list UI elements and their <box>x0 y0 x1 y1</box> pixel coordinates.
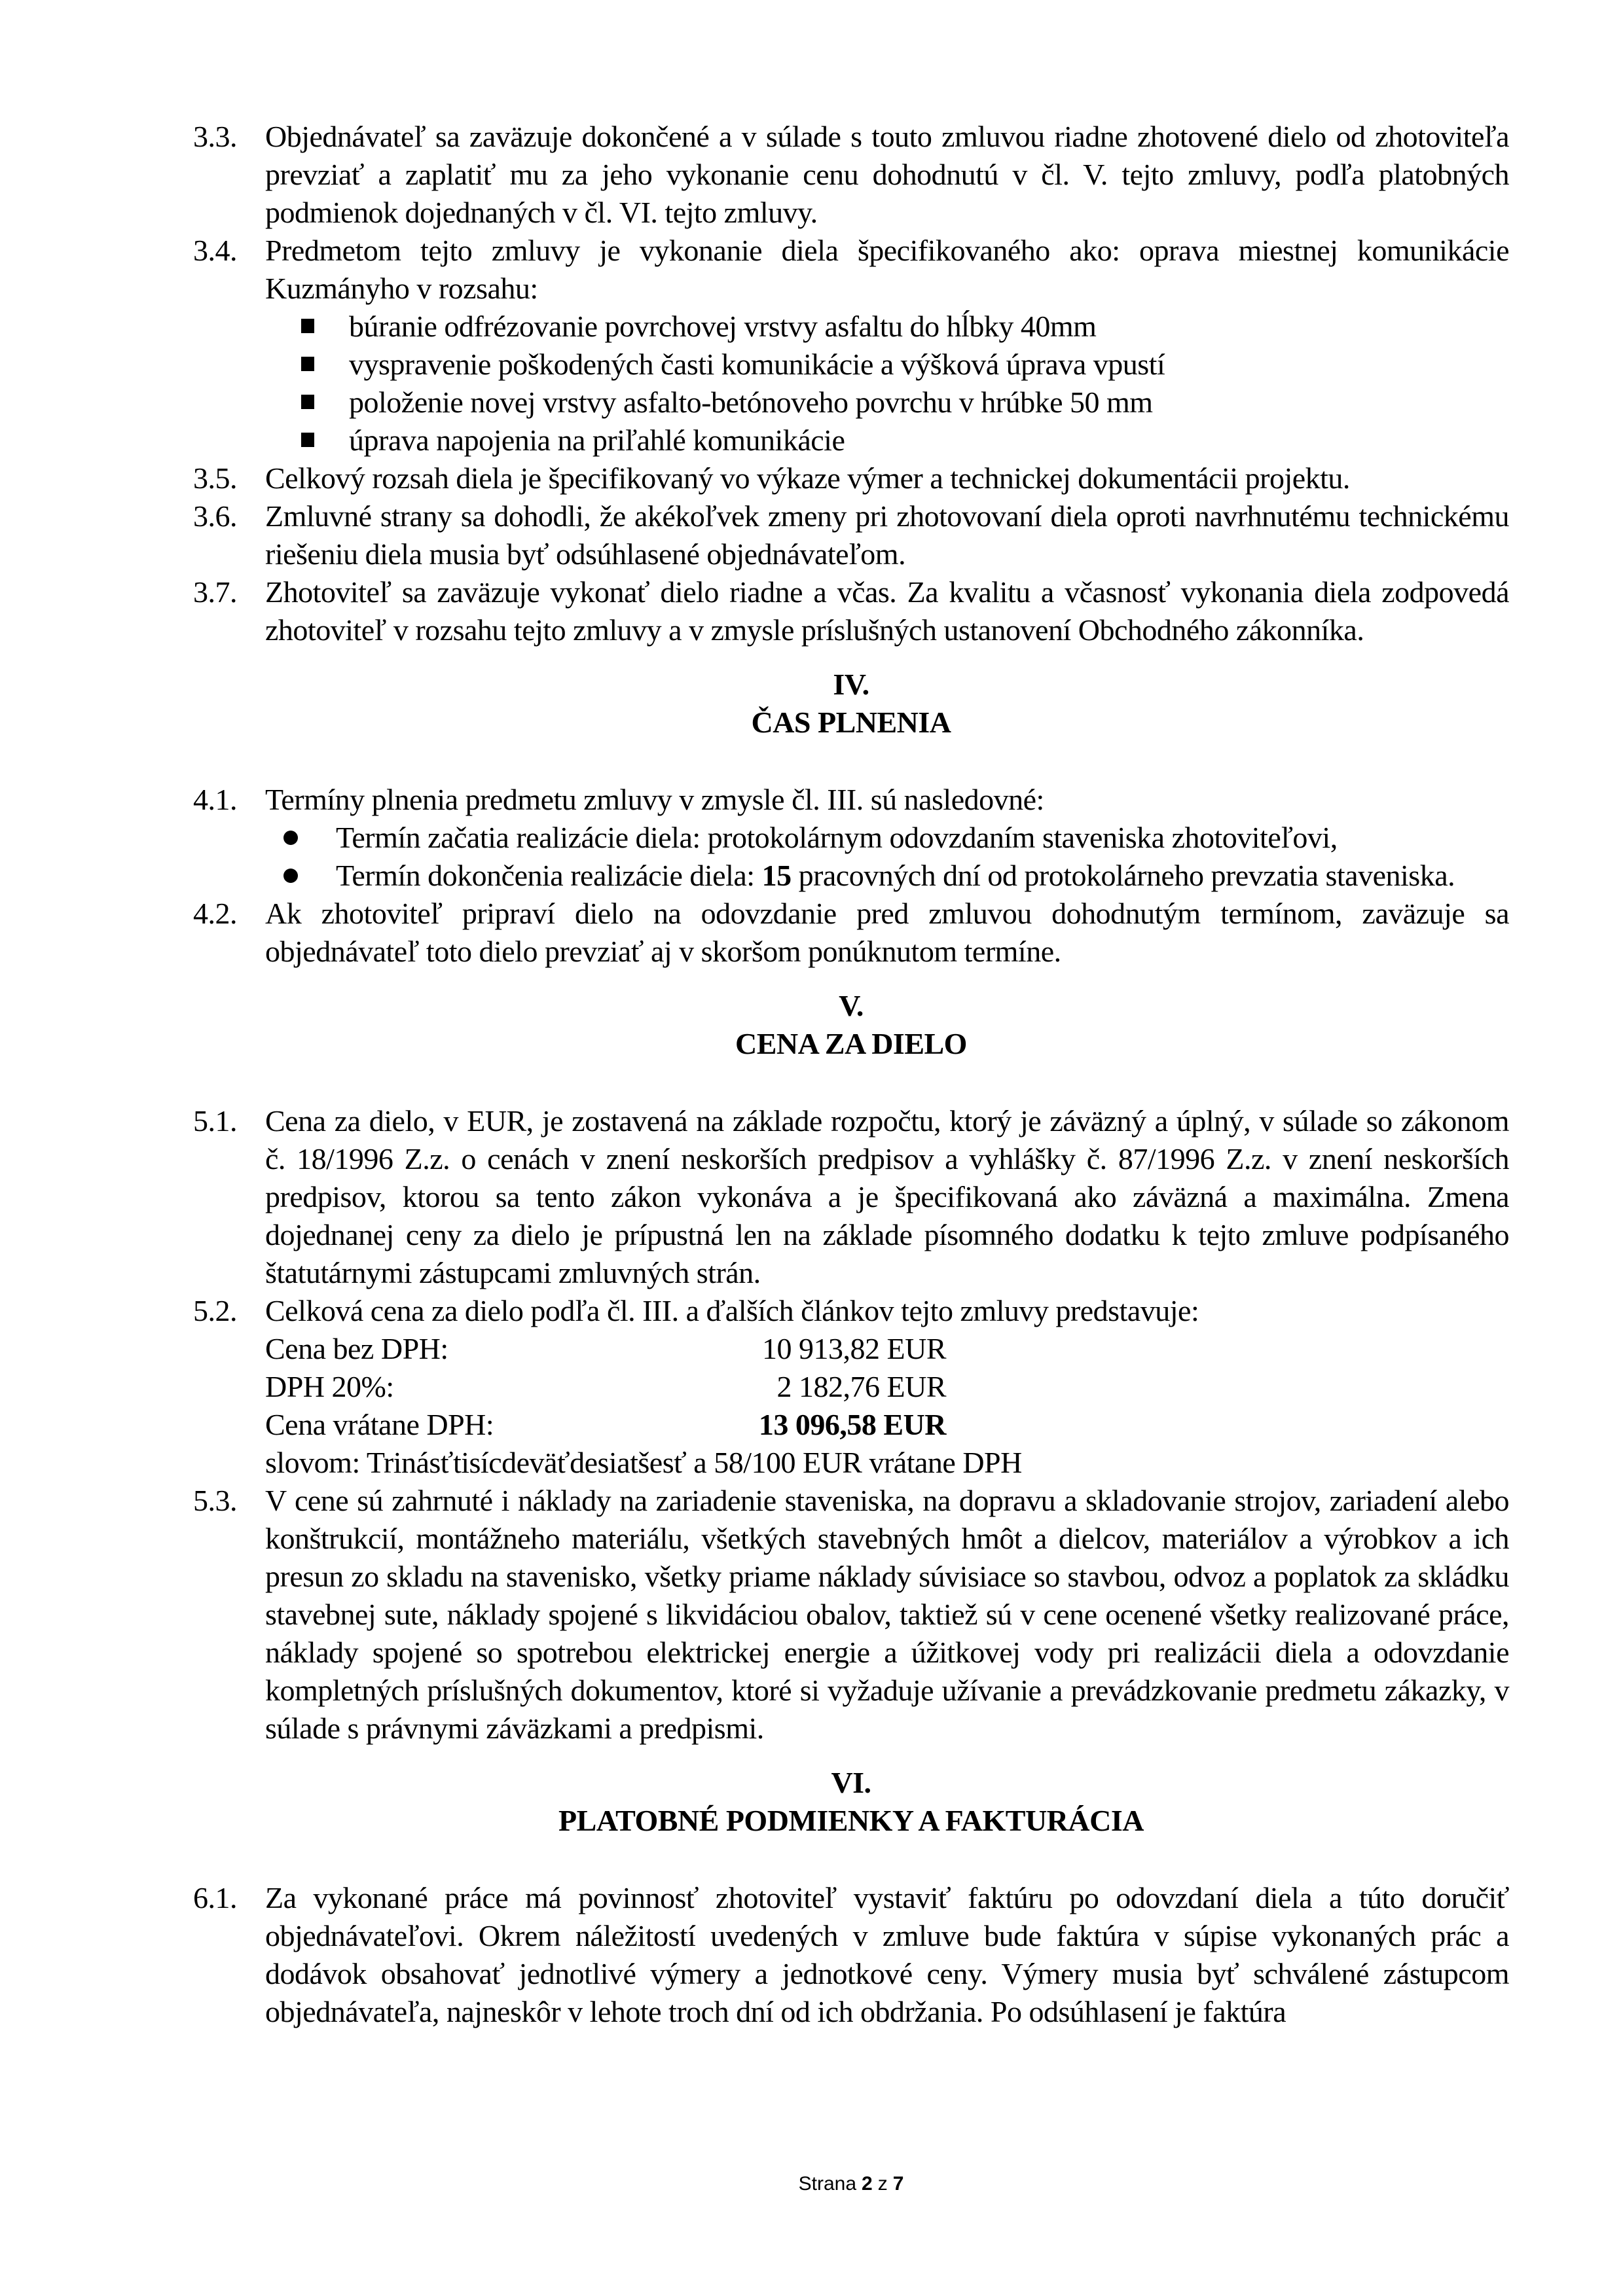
list-item-text: Termín začatia realizácie diela: protokolárnym odovzdaním staveniska zhotoviteľovi, <box>336 821 1338 854</box>
price-label: Cena vrátane DPH: <box>265 1408 494 1441</box>
footer-label: Strana <box>798 2173 856 2195</box>
clause-5-3 <box>193 1482 1509 1748</box>
list-item <box>265 819 1509 857</box>
clause-number: 4.2. <box>193 897 237 930</box>
footer-page-number: 2 <box>862 2173 873 2195</box>
clause-text: Ak zhotoviteľ pripraví dielo na odovzdanie pred zmluvou dohodnutým termínom, zaväzuje sa objednávateľ toto dielo prevziať aj v skoršom ponúknutom termíne. <box>265 897 1509 968</box>
footer-of-word: z <box>877 2173 888 2195</box>
clause-number: 3.6. <box>193 499 237 533</box>
clause-3-7 <box>193 573 1509 649</box>
section-heading-4 <box>193 666 1509 742</box>
section-numeral: VI. <box>831 1766 871 1799</box>
clause-text: Predmetom tejto zmluvy je vykonanie diela špecifikovaného ako: oprava miestnej komunikácie Kuzmányho v rozsahu: <box>265 234 1509 305</box>
list-item-text: pracovných dní od protokolárneho prevzatia staveniska. <box>791 859 1455 892</box>
clause-number: 3.5. <box>193 461 237 495</box>
clause-4-2 <box>193 895 1509 971</box>
clause-text: Cena za dielo, v EUR, je zostavená na základe rozpočtu, ktorý je záväzný a úplný, v súlade so zákonom č. 18/1996 Z.z. o cenách v znení neskorších predpisov a vyhlášky č. 87/1996 Z.z. v znení neskorších predpisov, ktorou sa tento zákon vykonáva a je špecifikovaná ako záväzná a maximálna. Zmena dojednanej ceny za dielo je prípustná len na základe písomného dodatku k tejto zmluve podpísaného štatutárnymi zástupcami zmluvných strán. <box>265 1104 1509 1289</box>
section-numeral: V. <box>839 989 864 1022</box>
clause-number: 6.1. <box>193 1881 237 1914</box>
clause-text: V cene sú zahrnuté i náklady na zariadenie staveniska, na dopravu a skladovanie strojov, zariadení alebo konštrukcií, montážneho materiálu, všetkých stavebných hmôt a dielcov, materiálov a výrobkov a ich presun zo skladu na stavenisko, všetky priame náklady súvisiace so stavbou, odvoz a poplatok za skládku stavebnej sute, náklady spojené s likvidáciou obalov, taktiež sú v cene ocenené všetky realizované práce, náklady spojené so spotrebou elektrickej energie a úžitkovej vody pri realizácii diela a odovzdanie kompletných príslušných dokumentov, ktoré si vyžaduje užívanie a prevádzkovanie predmetu zákazky, v súlade s právnymi záväzkami a predpismi. <box>265 1484 1509 1745</box>
section-numeral: IV. <box>833 668 869 701</box>
section-heading-5 <box>193 987 1509 1063</box>
clause-number: 3.7. <box>193 575 237 609</box>
price-value: 10 913,82 EUR <box>762 1332 946 1365</box>
section-title: ČAS PLNENIA <box>751 706 951 739</box>
price-label: Cena bez DPH: <box>265 1332 448 1365</box>
deadlines-list <box>265 819 1509 895</box>
price-label: DPH 20%: <box>265 1370 394 1403</box>
footer-total-pages: 7 <box>892 2173 904 2195</box>
price-row-net <box>265 1330 1509 1368</box>
clause-text: Za vykonané práce má povinnosť zhotoviteľ vystaviť faktúru po odovzdaní diela a túto doručiť objednávateľovi. Okrem náležitostí uvedených v zmluve bude faktúra v súpise vykonaných prác a dodávok obsahovať jednotlivé výmery a jednotkové ceny. Výmery musia byť schválené zástupcom objednávateľa, najneskôr v lehote troch dní od ich obdržania. Po odsúhlasení je faktúra <box>265 1881 1509 2028</box>
clause-number: 3.3. <box>193 120 237 153</box>
price-value-total: 13 096,58 EUR <box>758 1408 946 1441</box>
list-item: vyspravenie poškodených časti komunikácie a výšková úprava vpustí <box>265 346 1509 384</box>
clause-number: 3.4. <box>193 234 237 267</box>
clause-number: 4.1. <box>193 783 237 816</box>
clause-3-4 <box>193 232 1509 459</box>
price-value: 2 182,76 EUR <box>776 1370 946 1403</box>
list-item <box>265 857 1509 895</box>
scope-of-work-list <box>265 308 1509 459</box>
clause-number: 5.1. <box>193 1104 237 1138</box>
list-item: položenie novej vrstvy asfalto-betónoveho povrchu v hrúbke 50 mm <box>265 384 1509 422</box>
price-row-vat <box>265 1368 1509 1406</box>
amount-in-words: slovom: Trinásťtisícdeväťdesiatšesť a 58/100 EUR vrátane DPH <box>265 1446 1022 1479</box>
section-heading-6 <box>193 1764 1509 1840</box>
page-footer <box>193 2172 1509 2197</box>
clause-text: Termíny plnenia predmetu zmluvy v zmysle čl. III. sú nasledovné: <box>265 783 1044 816</box>
list-item-bold-text: 15 <box>761 859 792 892</box>
clause-4-1 <box>193 781 1509 895</box>
clause-text: Objednávateľ sa zaväzuje dokončené a v súlade s touto zmluvou riadne zhotovené dielo od zhotoviteľa prevziať a zaplatiť mu za jeho vykonanie cenu dohodnutú v čl. V. tejto zmluvy, podľa platobných podmienok dojednaných v čl. VI. tejto zmluvy. <box>265 120 1509 229</box>
clause-3-5 <box>193 459 1509 497</box>
document-content <box>193 118 1509 2031</box>
list-item-text: Termín dokončenia realizácie diela: <box>336 859 762 892</box>
price-row-total <box>265 1406 1509 1444</box>
section-title: PLATOBNÉ PODMIENKY A FAKTURÁCIA <box>558 1804 1144 1837</box>
clause-number: 5.3. <box>193 1484 237 1517</box>
section-title: CENA ZA DIELO <box>735 1027 967 1060</box>
list-item: úprava napojenia na priľahlé komunikácie <box>265 422 1509 459</box>
clause-text: Celková cena za dielo podľa čl. III. a ďalších článkov tejto zmluvy predstavuje: <box>265 1294 1199 1327</box>
clause-number: 5.2. <box>193 1294 237 1327</box>
clause-text: Celkový rozsah diela je špecifikovaný vo výkaze výmer a technickej dokumentácii projektu. <box>265 461 1350 495</box>
clause-text: Zmluvné strany sa dohodli, že akékoľvek zmeny pri zhotovovaní diela oproti navrhnutému technickému riešeniu diela musia byť odsúhlasené objednávateľom. <box>265 499 1509 571</box>
clause-text: Zhotoviteľ sa zaväzuje vykonať dielo riadne a včas. Za kvalitu a včasnosť vykonania diela zodpovedá zhotoviteľ v rozsahu tejto zmluvy a v zmysle príslušných ustanovení Obchodného zákonníka. <box>265 575 1509 647</box>
clause-3-3 <box>193 118 1509 232</box>
list-item: búranie odfrézovanie povrchovej vrstvy asfaltu do hĺbky 40mm <box>265 308 1509 346</box>
clause-5-1 <box>193 1102 1509 1292</box>
clause-6-1 <box>193 1879 1509 2031</box>
clause-3-6 <box>193 497 1509 573</box>
clause-5-2 <box>193 1292 1509 1482</box>
